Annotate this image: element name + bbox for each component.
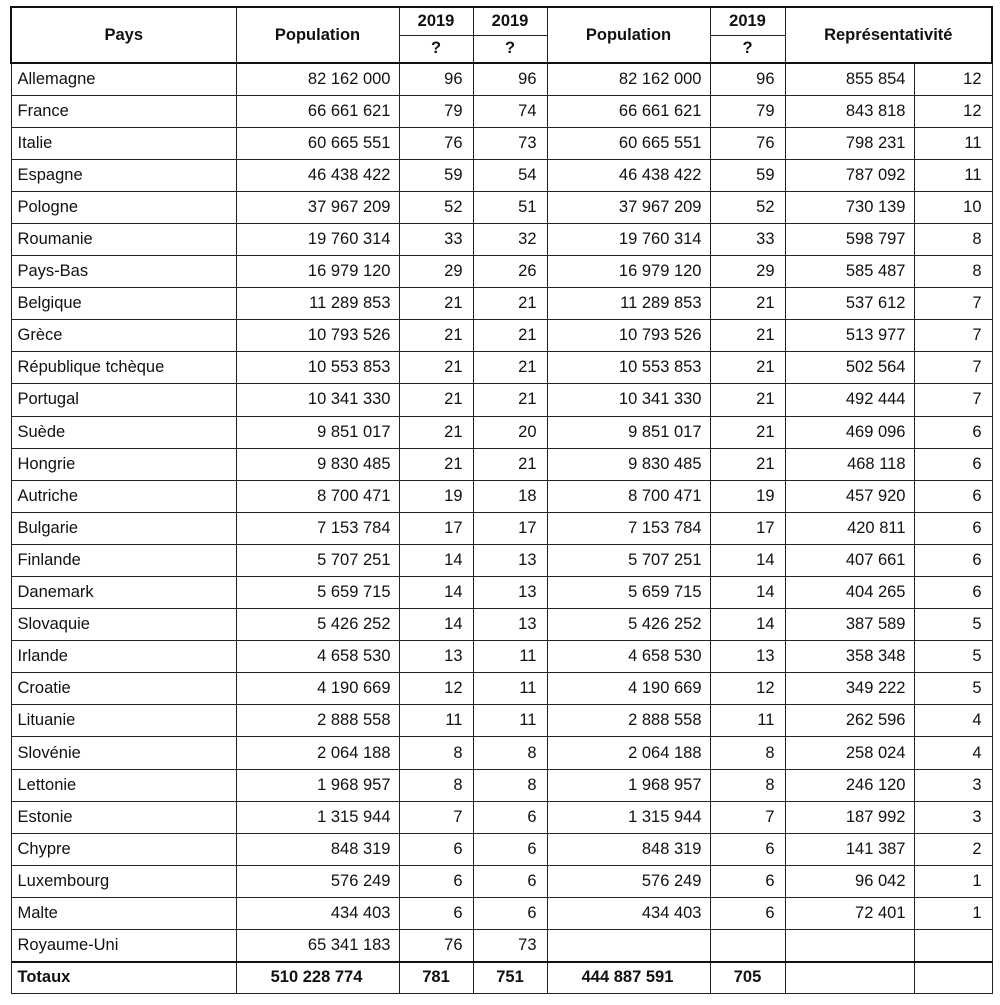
table-row	[11, 320, 992, 352]
table-body	[11, 63, 992, 994]
cell-population-2: 4 658 530	[547, 641, 710, 673]
cell-representativite: 262 596	[785, 705, 914, 737]
cell-sieges: 5	[914, 609, 992, 641]
cell-pays: Estonie	[11, 801, 236, 833]
cell-population-1: 7 153 784	[236, 512, 399, 544]
table-row	[11, 801, 992, 833]
cell-population-1: 60 665 551	[236, 127, 399, 159]
table-row	[11, 577, 992, 609]
totals-cell-population-1: 510 228 774	[236, 962, 399, 994]
cell-2019-a: 14	[399, 544, 473, 576]
cell-sieges: 1	[914, 865, 992, 897]
cell-representativite: 843 818	[785, 95, 914, 127]
cell-population-1: 5 426 252	[236, 609, 399, 641]
cell-population-1: 1 315 944	[236, 801, 399, 833]
cell-2019-a: 21	[399, 352, 473, 384]
cell-2019-c: 19	[710, 480, 785, 512]
totals-cell-population-2: 444 887 591	[547, 962, 710, 994]
table-row	[11, 641, 992, 673]
cell-population-2: 16 979 120	[547, 256, 710, 288]
table-row	[11, 416, 992, 448]
cell-representativite: 855 854	[785, 63, 914, 95]
cell-2019-a: 11	[399, 705, 473, 737]
cell-sieges: 6	[914, 480, 992, 512]
header-2019-b: 2019	[473, 7, 547, 35]
cell-representativite: 502 564	[785, 352, 914, 384]
header-question-b: ?	[473, 35, 547, 63]
cell-population-2	[547, 930, 710, 962]
table-row	[11, 288, 992, 320]
cell-2019-c: 52	[710, 191, 785, 223]
cell-2019-c: 21	[710, 448, 785, 480]
cell-population-2: 2 888 558	[547, 705, 710, 737]
cell-2019-b: 17	[473, 512, 547, 544]
cell-2019-c: 13	[710, 641, 785, 673]
cell-population-2: 60 665 551	[547, 127, 710, 159]
table-row	[11, 63, 992, 95]
table-row	[11, 673, 992, 705]
cell-population-1: 66 661 621	[236, 95, 399, 127]
totals-cell-2019-b: 751	[473, 962, 547, 994]
cell-population-1: 16 979 120	[236, 256, 399, 288]
cell-population-2: 5 659 715	[547, 577, 710, 609]
cell-2019-a: 52	[399, 191, 473, 223]
cell-2019-b: 54	[473, 159, 547, 191]
cell-population-1: 4 190 669	[236, 673, 399, 705]
cell-population-2: 11 289 853	[547, 288, 710, 320]
cell-sieges: 7	[914, 288, 992, 320]
totals-cell-representativite	[785, 962, 914, 994]
cell-2019-b: 13	[473, 609, 547, 641]
cell-2019-a: 33	[399, 223, 473, 255]
cell-pays: Allemagne	[11, 63, 236, 95]
cell-2019-c: 21	[710, 416, 785, 448]
cell-2019-b: 13	[473, 544, 547, 576]
cell-2019-b: 32	[473, 223, 547, 255]
cell-2019-b: 73	[473, 930, 547, 962]
cell-population-2: 4 190 669	[547, 673, 710, 705]
cell-population-2: 9 830 485	[547, 448, 710, 480]
cell-pays: Danemark	[11, 577, 236, 609]
cell-2019-c: 76	[710, 127, 785, 159]
cell-2019-b: 13	[473, 577, 547, 609]
cell-population-1: 10 793 526	[236, 320, 399, 352]
cell-2019-b: 21	[473, 448, 547, 480]
population-table	[10, 6, 993, 994]
cell-population-1: 5 707 251	[236, 544, 399, 576]
cell-2019-a: 12	[399, 673, 473, 705]
cell-sieges: 6	[914, 577, 992, 609]
cell-pays: Luxembourg	[11, 865, 236, 897]
cell-sieges: 4	[914, 705, 992, 737]
header-2019-c: 2019	[710, 7, 785, 35]
cell-2019-b: 8	[473, 737, 547, 769]
cell-representativite: 537 612	[785, 288, 914, 320]
cell-representativite: 141 387	[785, 833, 914, 865]
cell-pays: Royaume-Uni	[11, 930, 236, 962]
cell-sieges: 8	[914, 223, 992, 255]
cell-representativite: 358 348	[785, 641, 914, 673]
cell-2019-a: 79	[399, 95, 473, 127]
cell-pays: Autriche	[11, 480, 236, 512]
cell-representativite	[785, 930, 914, 962]
cell-population-1: 10 553 853	[236, 352, 399, 384]
cell-representativite: 468 118	[785, 448, 914, 480]
table-row	[11, 544, 992, 576]
cell-2019-a: 7	[399, 801, 473, 833]
cell-population-2: 10 793 526	[547, 320, 710, 352]
cell-2019-b: 51	[473, 191, 547, 223]
cell-pays: Bulgarie	[11, 512, 236, 544]
cell-2019-a: 14	[399, 609, 473, 641]
cell-2019-c: 8	[710, 769, 785, 801]
cell-2019-c: 8	[710, 737, 785, 769]
cell-population-1: 65 341 183	[236, 930, 399, 962]
cell-sieges: 5	[914, 673, 992, 705]
cell-population-2: 19 760 314	[547, 223, 710, 255]
totals-label: Totaux	[11, 962, 236, 994]
table-row	[11, 737, 992, 769]
cell-2019-c: 7	[710, 801, 785, 833]
cell-population-2: 37 967 209	[547, 191, 710, 223]
cell-representativite: 585 487	[785, 256, 914, 288]
cell-2019-b: 96	[473, 63, 547, 95]
cell-2019-c: 6	[710, 897, 785, 929]
cell-2019-c: 6	[710, 865, 785, 897]
cell-2019-a: 8	[399, 737, 473, 769]
cell-representativite: 258 024	[785, 737, 914, 769]
cell-2019-b: 20	[473, 416, 547, 448]
cell-2019-b: 6	[473, 865, 547, 897]
cell-pays: Suède	[11, 416, 236, 448]
table-row	[11, 127, 992, 159]
cell-representativite: 72 401	[785, 897, 914, 929]
cell-representativite: 96 042	[785, 865, 914, 897]
cell-representativite: 513 977	[785, 320, 914, 352]
cell-2019-a: 6	[399, 865, 473, 897]
totals-cell-2019-c: 705	[710, 962, 785, 994]
cell-pays: Slovaquie	[11, 609, 236, 641]
cell-pays: Pays-Bas	[11, 256, 236, 288]
cell-2019-c: 6	[710, 833, 785, 865]
table-row	[11, 769, 992, 801]
cell-2019-c: 59	[710, 159, 785, 191]
cell-population-2: 2 064 188	[547, 737, 710, 769]
table-row	[11, 897, 992, 929]
cell-representativite: 730 139	[785, 191, 914, 223]
cell-2019-c: 21	[710, 320, 785, 352]
cell-sieges: 6	[914, 448, 992, 480]
table-row	[11, 256, 992, 288]
cell-sieges: 5	[914, 641, 992, 673]
table-row	[11, 480, 992, 512]
cell-2019-a: 59	[399, 159, 473, 191]
cell-pays: Lituanie	[11, 705, 236, 737]
cell-2019-b: 11	[473, 641, 547, 673]
totals-cell-sieges	[914, 962, 992, 994]
cell-population-1: 9 830 485	[236, 448, 399, 480]
cell-2019-b: 73	[473, 127, 547, 159]
table-row	[11, 609, 992, 641]
cell-2019-c: 14	[710, 544, 785, 576]
cell-representativite: 598 797	[785, 223, 914, 255]
cell-2019-b: 18	[473, 480, 547, 512]
cell-2019-b: 74	[473, 95, 547, 127]
cell-sieges: 10	[914, 191, 992, 223]
cell-pays: Belgique	[11, 288, 236, 320]
cell-population-1: 4 658 530	[236, 641, 399, 673]
cell-pays: Croatie	[11, 673, 236, 705]
cell-2019-b: 6	[473, 897, 547, 929]
cell-population-1: 19 760 314	[236, 223, 399, 255]
cell-population-2: 10 341 330	[547, 384, 710, 416]
cell-pays: Grèce	[11, 320, 236, 352]
cell-pays: Portugal	[11, 384, 236, 416]
cell-sieges: 4	[914, 737, 992, 769]
cell-sieges: 11	[914, 159, 992, 191]
cell-2019-b: 21	[473, 352, 547, 384]
table-row	[11, 448, 992, 480]
totals-cell-2019-a: 781	[399, 962, 473, 994]
totals-row	[11, 962, 992, 994]
cell-pays: Roumanie	[11, 223, 236, 255]
cell-2019-b: 6	[473, 833, 547, 865]
cell-pays: Slovénie	[11, 737, 236, 769]
cell-population-2: 1 968 957	[547, 769, 710, 801]
cell-pays: Chypre	[11, 833, 236, 865]
header-pays: Pays	[11, 7, 236, 63]
header-question-c: ?	[710, 35, 785, 63]
cell-population-1: 37 967 209	[236, 191, 399, 223]
cell-sieges: 11	[914, 127, 992, 159]
cell-2019-a: 14	[399, 577, 473, 609]
cell-representativite: 492 444	[785, 384, 914, 416]
cell-population-2: 8 700 471	[547, 480, 710, 512]
table-row	[11, 95, 992, 127]
cell-2019-c: 11	[710, 705, 785, 737]
cell-2019-c: 12	[710, 673, 785, 705]
header-population-1: Population	[236, 7, 399, 63]
table-row	[11, 223, 992, 255]
cell-population-2: 46 438 422	[547, 159, 710, 191]
cell-representativite: 407 661	[785, 544, 914, 576]
cell-2019-b: 8	[473, 769, 547, 801]
cell-2019-b: 26	[473, 256, 547, 288]
cell-sieges	[914, 930, 992, 962]
cell-2019-a: 21	[399, 320, 473, 352]
cell-representativite: 798 231	[785, 127, 914, 159]
cell-pays: République tchèque	[11, 352, 236, 384]
cell-population-2: 7 153 784	[547, 512, 710, 544]
cell-2019-a: 8	[399, 769, 473, 801]
cell-sieges: 8	[914, 256, 992, 288]
cell-pays: Pologne	[11, 191, 236, 223]
cell-2019-c: 17	[710, 512, 785, 544]
cell-2019-c: 21	[710, 352, 785, 384]
cell-pays: Espagne	[11, 159, 236, 191]
cell-sieges: 3	[914, 801, 992, 833]
cell-sieges: 6	[914, 416, 992, 448]
cell-2019-b: 11	[473, 705, 547, 737]
cell-population-2: 5 707 251	[547, 544, 710, 576]
cell-2019-a: 17	[399, 512, 473, 544]
table-row	[11, 705, 992, 737]
cell-2019-b: 21	[473, 384, 547, 416]
cell-2019-a: 19	[399, 480, 473, 512]
cell-population-1: 82 162 000	[236, 63, 399, 95]
cell-population-1: 2 064 188	[236, 737, 399, 769]
cell-2019-a: 21	[399, 448, 473, 480]
cell-sieges: 6	[914, 544, 992, 576]
cell-pays: Irlande	[11, 641, 236, 673]
table-header	[11, 7, 992, 63]
cell-population-1: 11 289 853	[236, 288, 399, 320]
cell-sieges: 12	[914, 95, 992, 127]
table-row	[11, 833, 992, 865]
cell-2019-a: 21	[399, 416, 473, 448]
cell-pays: Hongrie	[11, 448, 236, 480]
cell-sieges: 1	[914, 897, 992, 929]
cell-pays: Finlande	[11, 544, 236, 576]
cell-representativite: 404 265	[785, 577, 914, 609]
cell-2019-a: 6	[399, 833, 473, 865]
cell-population-1: 10 341 330	[236, 384, 399, 416]
cell-population-1: 2 888 558	[236, 705, 399, 737]
header-representativite: Représentativité	[785, 7, 992, 63]
header-question-a: ?	[399, 35, 473, 63]
table-row	[11, 191, 992, 223]
cell-population-2: 576 249	[547, 865, 710, 897]
cell-population-2: 9 851 017	[547, 416, 710, 448]
cell-2019-c: 21	[710, 384, 785, 416]
table-row	[11, 159, 992, 191]
cell-2019-c: 79	[710, 95, 785, 127]
cell-2019-c: 29	[710, 256, 785, 288]
cell-representativite: 187 992	[785, 801, 914, 833]
cell-population-1: 9 851 017	[236, 416, 399, 448]
cell-population-1: 46 438 422	[236, 159, 399, 191]
cell-2019-a: 6	[399, 897, 473, 929]
cell-population-1: 5 659 715	[236, 577, 399, 609]
cell-population-2: 82 162 000	[547, 63, 710, 95]
cell-2019-a: 29	[399, 256, 473, 288]
cell-population-2: 5 426 252	[547, 609, 710, 641]
cell-sieges: 3	[914, 769, 992, 801]
cell-2019-b: 21	[473, 288, 547, 320]
cell-population-2: 1 315 944	[547, 801, 710, 833]
cell-representativite: 469 096	[785, 416, 914, 448]
cell-population-1: 848 319	[236, 833, 399, 865]
cell-population-1: 434 403	[236, 897, 399, 929]
cell-2019-c: 14	[710, 609, 785, 641]
cell-2019-c: 14	[710, 577, 785, 609]
cell-2019-a: 76	[399, 127, 473, 159]
cell-2019-a: 76	[399, 930, 473, 962]
cell-representativite: 387 589	[785, 609, 914, 641]
cell-2019-c: 33	[710, 223, 785, 255]
cell-sieges: 6	[914, 512, 992, 544]
header-population-2: Population	[547, 7, 710, 63]
cell-2019-b: 6	[473, 801, 547, 833]
cell-sieges: 7	[914, 320, 992, 352]
cell-pays: Malte	[11, 897, 236, 929]
cell-representativite: 349 222	[785, 673, 914, 705]
table-row	[11, 384, 992, 416]
cell-population-1: 8 700 471	[236, 480, 399, 512]
cell-sieges: 12	[914, 63, 992, 95]
cell-2019-a: 96	[399, 63, 473, 95]
cell-representativite: 246 120	[785, 769, 914, 801]
cell-2019-a: 21	[399, 384, 473, 416]
cell-pays: Italie	[11, 127, 236, 159]
cell-pays: Lettonie	[11, 769, 236, 801]
cell-population-2: 10 553 853	[547, 352, 710, 384]
table-row	[11, 512, 992, 544]
header-2019-a: 2019	[399, 7, 473, 35]
cell-sieges: 7	[914, 384, 992, 416]
cell-representativite: 787 092	[785, 159, 914, 191]
cell-2019-c: 21	[710, 288, 785, 320]
cell-2019-c: 96	[710, 63, 785, 95]
cell-representativite: 420 811	[785, 512, 914, 544]
cell-2019-b: 11	[473, 673, 547, 705]
cell-sieges: 2	[914, 833, 992, 865]
cell-population-2: 66 661 621	[547, 95, 710, 127]
cell-2019-c	[710, 930, 785, 962]
cell-2019-a: 13	[399, 641, 473, 673]
cell-population-1: 576 249	[236, 865, 399, 897]
cell-population-1: 1 968 957	[236, 769, 399, 801]
cell-representativite: 457 920	[785, 480, 914, 512]
cell-2019-a: 21	[399, 288, 473, 320]
cell-pays: France	[11, 95, 236, 127]
cell-sieges: 7	[914, 352, 992, 384]
cell-2019-b: 21	[473, 320, 547, 352]
cell-population-2: 848 319	[547, 833, 710, 865]
table-row	[11, 930, 992, 962]
table-row	[11, 352, 992, 384]
cell-population-2: 434 403	[547, 897, 710, 929]
table-row	[11, 865, 992, 897]
